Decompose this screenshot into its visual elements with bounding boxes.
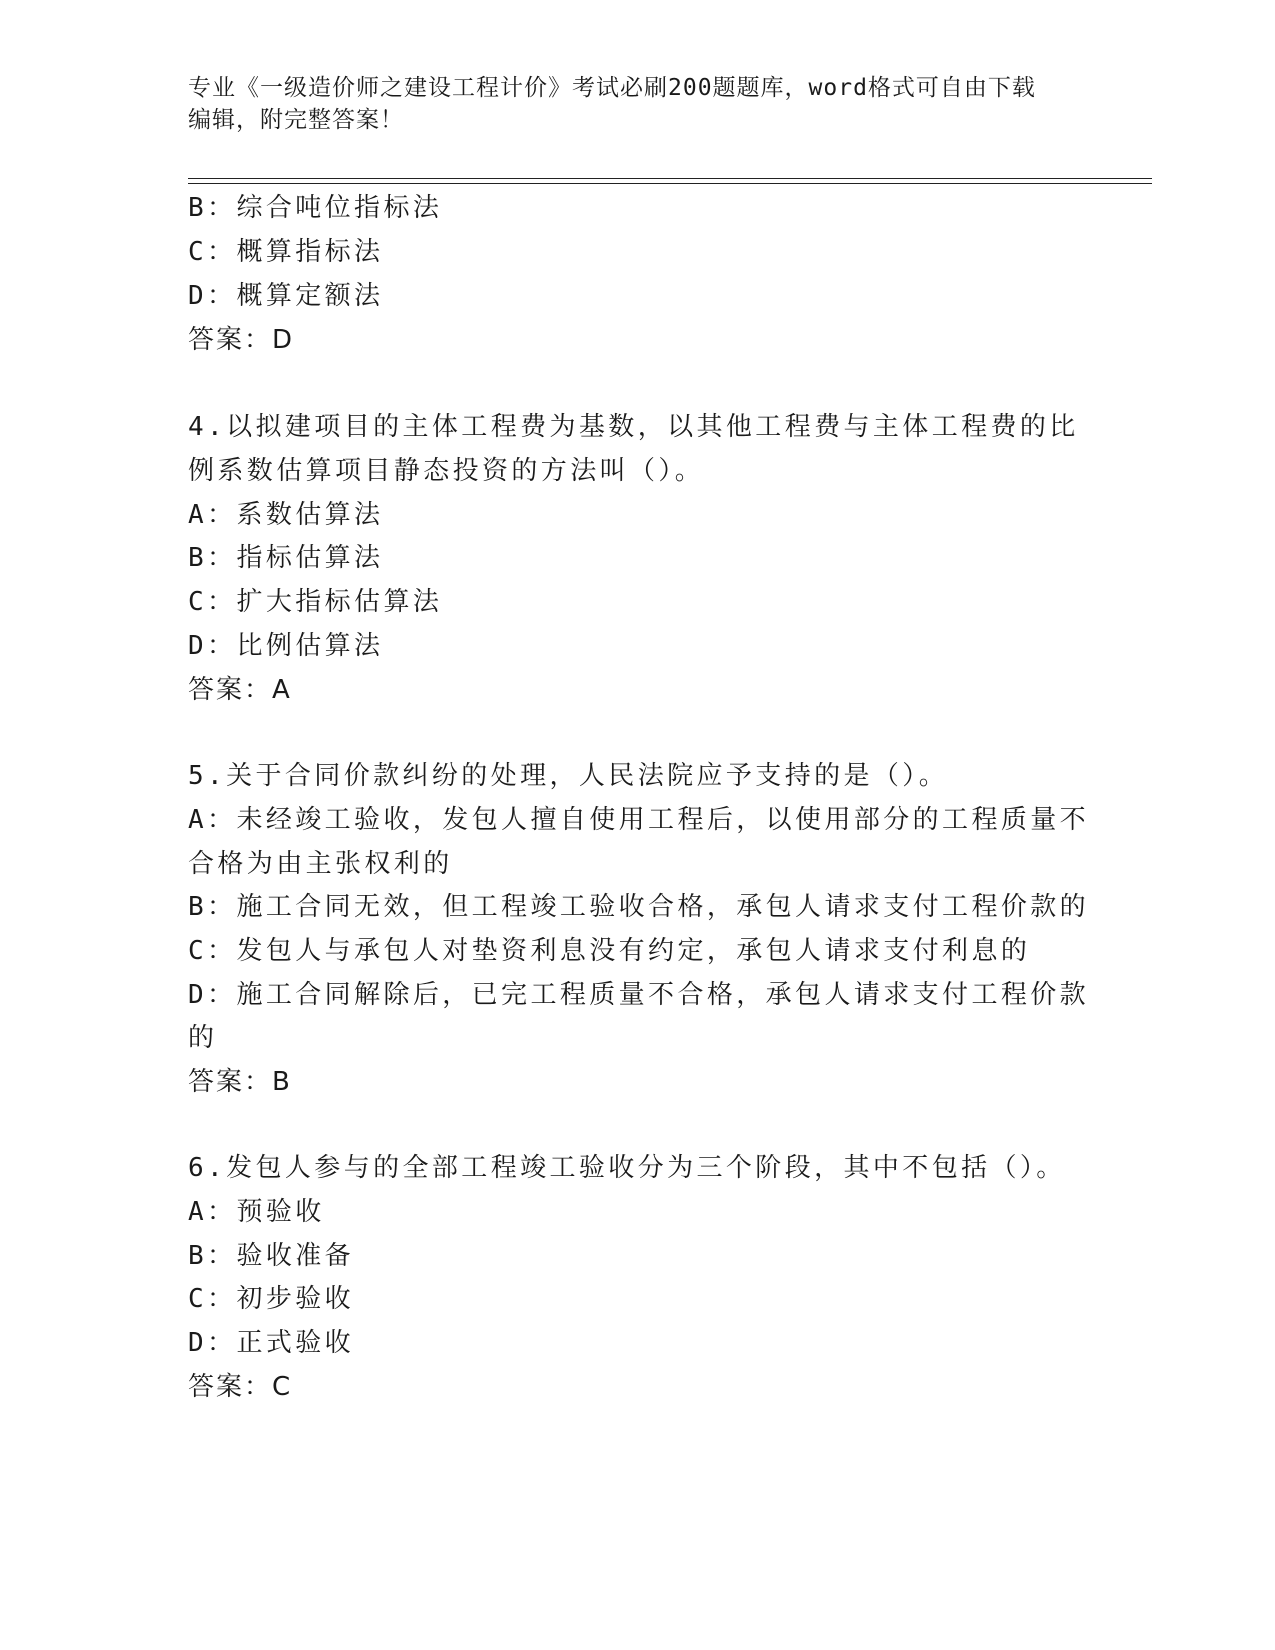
- q4-question-line-1: 4.以拟建项目的主体工程费为基数，以其他工程费与主体工程费的比: [188, 412, 1079, 442]
- q3-option-c: C：概算指标法: [188, 237, 384, 267]
- q5-answer: 答案：B: [188, 1067, 292, 1097]
- q3-option-d: D：概算定额法: [188, 281, 384, 311]
- header-line-2: 编辑，附完整答案！: [188, 107, 404, 133]
- q4-option-a: A：系数估算法: [188, 500, 384, 530]
- header-rule-top: [188, 178, 1152, 179]
- q4-option-c: C：扩大指标估算法: [188, 587, 443, 617]
- q6-question: 6.发包人参与的全部工程竣工验收分为三个阶段，其中不包括（）。: [188, 1153, 1066, 1183]
- document-header: [188, 72, 1088, 136]
- q5-option-b: B：施工合同无效，但工程竣工验收合格，承包人请求支付工程价款的: [188, 892, 1090, 922]
- q6-answer: 答案：C: [188, 1372, 293, 1402]
- q5-option-a-line-2: 合格为由主张权利的: [188, 849, 453, 879]
- q5-option-a-line-1: A：未经竣工验收，发包人擅自使用工程后，以使用部分的工程质量不: [188, 805, 1090, 835]
- q4-answer: 答案：A: [188, 675, 292, 705]
- q5-option-c: C：发包人与承包人对垫资利息没有约定，承包人请求支付利息的: [188, 936, 1031, 966]
- q3-option-b: B：综合吨位指标法: [188, 193, 443, 223]
- q5-question: 5.关于合同价款纠纷的处理，人民法院应予支持的是（）。: [188, 761, 949, 791]
- q6-option-c: C：初步验收: [188, 1284, 355, 1314]
- q4-option-d: D：比例估算法: [188, 631, 384, 661]
- q6-option-a: A：预验收: [188, 1197, 325, 1227]
- q4-option-b: B：指标估算法: [188, 543, 384, 573]
- q5-option-d-line-1: D：施工合同解除后，已完工程质量不合格，承包人请求支付工程价款: [188, 980, 1090, 1010]
- header-rule-bottom: [188, 183, 1152, 184]
- q4-question-line-2: 例系数估算项目静态投资的方法叫（）。: [188, 456, 705, 486]
- q6-option-b: B：验收准备: [188, 1241, 355, 1271]
- q5-option-d-line-2: 的: [188, 1023, 218, 1053]
- q3-answer: 答案：D: [188, 325, 295, 355]
- header-line-1: 专业《一级造价师之建设工程计价》考试必刷200题题库，word格式可自由下载: [188, 75, 1036, 101]
- q6-option-d: D：正式验收: [188, 1328, 355, 1358]
